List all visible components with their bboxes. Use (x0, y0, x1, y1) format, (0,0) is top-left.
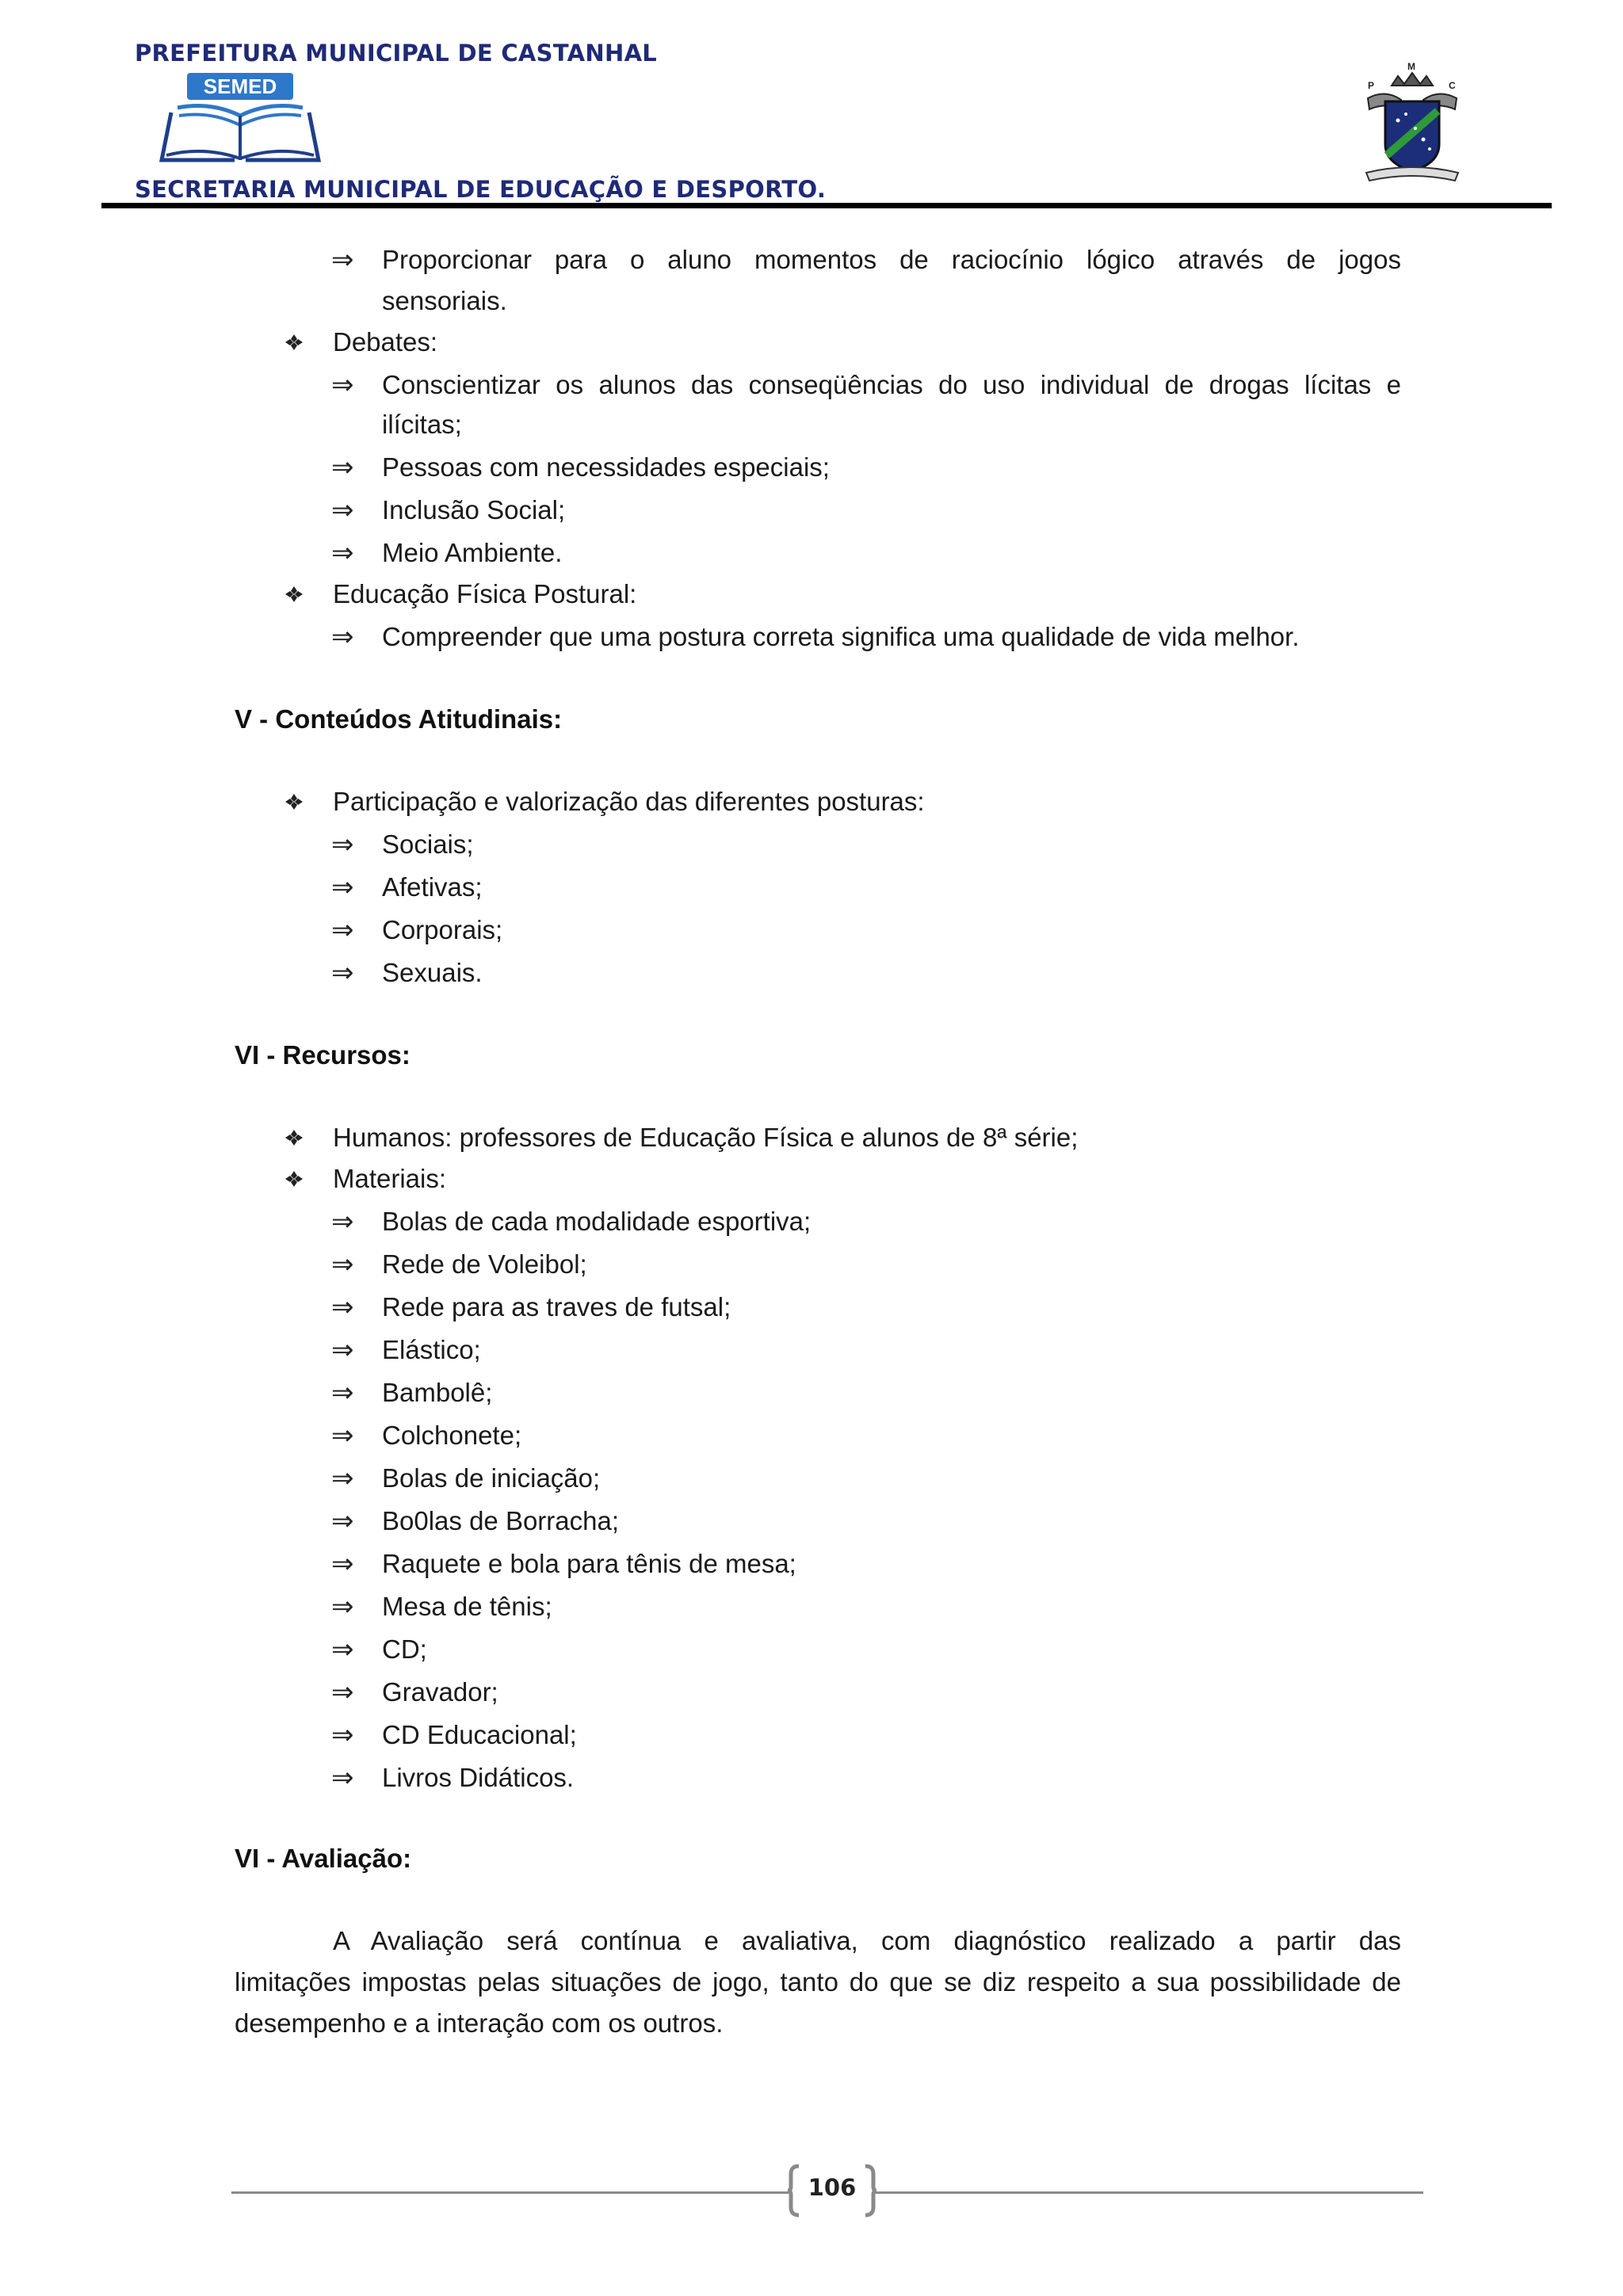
list-item-material: Livros Didáticos. (382, 1763, 575, 1792)
arrow-bullet-icon: ⇒ (331, 245, 354, 275)
evaluation-paragraph-line3: desempenho e a interação com os outros. (235, 2008, 724, 2038)
diamond-bullet-icon (282, 577, 306, 612)
footer-rule-right (875, 2191, 1423, 2194)
arrow-bullet-icon: ⇒ (331, 1592, 354, 1622)
arrow-bullet-icon: ⇒ (331, 1207, 354, 1237)
section-avaliacao-heading: VI - Avaliação: (235, 1844, 412, 1873)
arrow-bullet-icon: ⇒ (331, 1249, 354, 1280)
list-item-debates: Debates: (333, 327, 438, 357)
list-item-material: Bambolê; (382, 1378, 493, 1407)
list-item-material: Gravador; (382, 1677, 498, 1707)
list-item-material: Colchonete; (382, 1421, 522, 1450)
page-number: 106 (808, 2174, 857, 2201)
list-item-materiais: Materiais: (333, 1164, 447, 1193)
arrow-bullet-icon: ⇒ (331, 452, 354, 482)
crest-letter-m: M (1407, 62, 1415, 72)
crest-letter-p: P (1368, 80, 1375, 91)
list-item-material: Raquete e bola para tênis de mesa; (382, 1549, 796, 1578)
list-item-postura: Compreender que uma postura correta significa uma qualidade de vida melhor. (382, 622, 1300, 651)
list-item-material: Bolas de iniciação; (382, 1463, 601, 1493)
list-item-educacao-fisica-postural: Educação Física Postural: (333, 579, 637, 608)
list-item-afetivas: Afetivas; (382, 872, 483, 902)
arrow-bullet-icon: ⇒ (331, 1378, 354, 1408)
list-item-sexuais: Sexuais. (382, 958, 483, 987)
evaluation-paragraph-line2: limitações impostas pelas situações de jogo, tanto do que se diz respeito a sua possibilidade de (235, 1967, 1401, 1997)
list-item-material: Elástico; (382, 1335, 481, 1364)
arrow-bullet-icon: ⇒ (331, 958, 354, 988)
evaluation-paragraph-line1: A Avaliação será contínua e avaliativa, com diagnóstico realizado a partir das (333, 1926, 1401, 1955)
list-item-corporais: Corporais; (382, 915, 503, 944)
arrow-bullet-icon: ⇒ (331, 370, 354, 400)
list-item-necessidades: Pessoas com necessidades especiais; (382, 452, 830, 482)
header-title: PREFEITURA MUNICIPAL DE CASTANHAL (135, 40, 658, 67)
list-item-material: Mesa de tênis; (382, 1592, 552, 1621)
header-divider (101, 203, 1552, 208)
crest-letter-c: C (1449, 80, 1456, 91)
arrow-bullet-icon: ⇒ (331, 915, 354, 945)
arrow-bullet-icon: ⇒ (331, 622, 354, 652)
arrow-bullet-icon: ⇒ (331, 495, 354, 525)
list-item-material: Bolas de cada modalidade esportiva; (382, 1207, 812, 1236)
diamond-bullet-icon (282, 1161, 306, 1196)
list-item-material: CD Educacional; (382, 1720, 577, 1749)
arrow-bullet-icon: ⇒ (331, 1763, 354, 1793)
list-item-material: Rede de Voleibol; (382, 1249, 587, 1279)
list-item-drogas-line2: ilícitas; (382, 410, 462, 439)
arrow-bullet-icon: ⇒ (331, 1506, 354, 1536)
diamond-bullet-icon (282, 325, 306, 360)
arrow-bullet-icon: ⇒ (331, 830, 354, 860)
arrow-bullet-icon: ⇒ (331, 1292, 354, 1322)
arrow-bullet-icon: ⇒ (331, 1463, 354, 1493)
semed-logo-text: SEMED (203, 74, 277, 98)
header-subtitle: SECRETARIA MUNICIPAL DE EDUCAÇÃO E DESPORTO. (135, 176, 827, 203)
arrow-bullet-icon: ⇒ (331, 872, 354, 902)
footer-rule-left (231, 2191, 789, 2194)
arrow-bullet-icon: ⇒ (331, 1634, 354, 1665)
diamond-bullet-icon (282, 1120, 306, 1155)
arrow-bullet-icon: ⇒ (331, 1549, 354, 1579)
section-v-heading: V - Conteúdos Atitudinais: (235, 704, 563, 734)
arrow-bullet-icon: ⇒ (331, 1335, 354, 1365)
arrow-bullet-icon: ⇒ (331, 1677, 354, 1707)
municipal-crest-icon (1357, 62, 1468, 187)
list-item-humanos: Humanos: professores de Educação Física e alunos de 8ª série; (333, 1123, 1079, 1152)
list-item-inclusao: Inclusão Social; (382, 495, 566, 524)
list-item-sociais: Sociais; (382, 830, 474, 859)
diamond-bullet-icon (282, 784, 306, 819)
list-item-material: Bo0las de Borracha; (382, 1506, 620, 1535)
arrow-bullet-icon: ⇒ (331, 538, 354, 568)
arrow-bullet-icon: ⇒ (331, 1421, 354, 1451)
arrow-bullet-icon: ⇒ (331, 1720, 354, 1750)
list-item-raciocinio-line1: Proporcionar para o aluno momentos de raciocínio lógico através de jogos (382, 245, 1401, 274)
list-item-participacao: Participação e valorização das diferentes posturas: (333, 787, 925, 816)
section-vi-recursos-heading: VI - Recursos: (235, 1040, 411, 1070)
list-item-material: CD; (382, 1634, 427, 1664)
list-item-raciocinio-line2: sensoriais. (382, 286, 507, 315)
list-item-drogas-line1: Conscientizar os alunos das conseqüências do uso individual de drogas lícitas e (382, 370, 1401, 399)
list-item-meio-ambiente: Meio Ambiente. (382, 538, 563, 567)
list-item-material: Rede para as traves de futsal; (382, 1292, 731, 1322)
semed-book-logo (155, 73, 325, 168)
